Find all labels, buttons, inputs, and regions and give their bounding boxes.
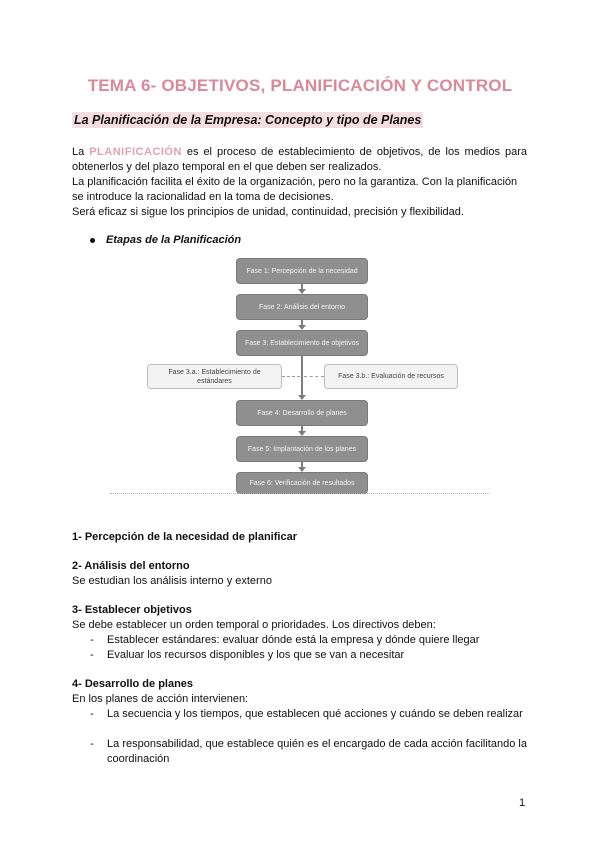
intro-paragraph-1 xyxy=(72,145,527,175)
phase-5-box: Fase 5: Implantación de los planes xyxy=(236,436,368,462)
phase-2-box: Fase 2: Análisis del entorno xyxy=(236,294,368,320)
section-2-text: Se estudian los análisis interno y externo xyxy=(72,575,272,587)
section-3-item-2-text: Evaluar los recursos disponibles y los que se van a necesitar xyxy=(107,649,405,661)
arrow-3-4 xyxy=(301,356,303,395)
planificacion-highlight: PLANIFICACIÓN xyxy=(89,146,182,158)
section-4-text: En los planes de acción intervienen: xyxy=(72,693,249,705)
list-dash: - xyxy=(90,634,94,646)
list-dash: - xyxy=(90,738,94,750)
section-3-text: Se debe establecer un orden temporal o prioridades. Los directivos deben: xyxy=(72,619,436,631)
section-3-item-1 xyxy=(90,633,527,648)
phase-3b-box: Fase 3.b.: Evaluación de recursos xyxy=(324,364,458,389)
bullet-etapas xyxy=(90,234,241,246)
phase-6-box: Fase 6: Verificación de resultados xyxy=(236,472,368,494)
bullet-dot-icon xyxy=(90,238,95,243)
section-4-item-2 xyxy=(90,737,527,767)
section-4-heading: 4- Desarrollo de planes xyxy=(72,678,194,690)
section-4-item-1 xyxy=(90,707,527,722)
phase-3-box: Fase 3: Establecimiento de objetivos xyxy=(236,330,368,356)
section-3-item-2 xyxy=(90,648,527,663)
intro-p1-before: La xyxy=(72,146,85,158)
dashed-link-3b xyxy=(304,376,324,377)
section-1-heading: 1- Percepción de la necesidad de planificar xyxy=(72,531,297,543)
phase-1-box: Fase 1: Percepción de la necesidad xyxy=(236,258,368,284)
bullet-etapas-label: Etapas de la Planificación xyxy=(106,234,242,246)
section-subtitle: La Planificación de la Empresa: Concepto y tipo de Planes xyxy=(74,113,422,127)
section-subtitle-wrap xyxy=(72,111,423,129)
section-4-item-2-text: La responsabilidad, que establece quién es el encargado de cada acción facilitando la coordinación xyxy=(107,738,527,765)
intro-paragraph-3: Será eficaz si sigue los principios de unidad, continuidad, precisión y flexibilidad. xyxy=(72,206,464,218)
dashed-link-3a xyxy=(282,376,300,377)
intro-p1-after: es el proceso de establecimiento de objetivos, de los medios para obtenerlos y del plazo temporal en el que deben ser realizados. xyxy=(72,146,527,173)
section-4-item-1-text: La secuencia y los tiempos, que establecen qué acciones y cuándo se deben realizar xyxy=(107,708,523,720)
document-title: TEMA 6- OBJETIVOS, PLANIFICACIÓN Y CONTROL xyxy=(87,76,513,95)
list-dash: - xyxy=(90,708,94,720)
page-number: 1 xyxy=(519,797,526,809)
section-3-item-1-text: Establecer estándares: evaluar dónde está la empresa y dónde quiere llegar xyxy=(107,634,480,646)
intro-paragraph-2: La planificación facilita el éxito de la organización, pero no la garantiza. Con la planificación se introduce la racionalidad en la toma de decisiones. xyxy=(72,176,518,203)
section-3-heading: 3- Establecer objetivos xyxy=(72,604,192,616)
section-2-heading: 2- Análisis del entorno xyxy=(72,560,190,572)
phase-4-box: Fase 4: Desarrollo de planes xyxy=(236,400,368,426)
diagram-bottom-divider xyxy=(110,493,490,494)
list-dash: - xyxy=(90,649,94,661)
phase-3a-box: Fase 3.a.: Establecimiento de estándares xyxy=(147,364,282,389)
